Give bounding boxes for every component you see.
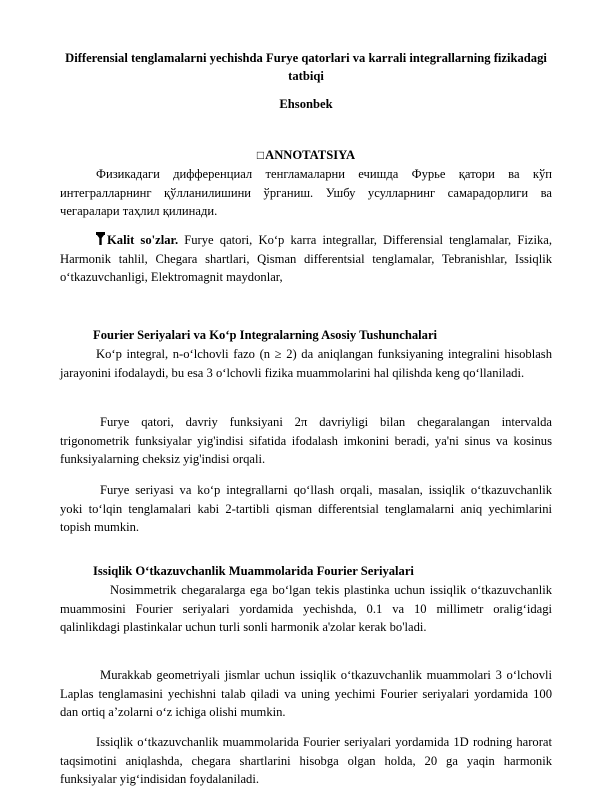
section1-paragraph-3: Furye seriyasi va ko‘p integrallarni qo‘llash orqali, masalan, issiqlik o‘tkazuvchanlik yoki to‘lqin tenglamalari kabi 2-tartibli qisman differentsial tenglamalarni aniq yechimlarini topish mumkin. <box>60 483 552 535</box>
section-heading-2: Issiqlik O‘tkazuvchanlik Muammolarida Fourier Seriyalari <box>93 564 414 578</box>
paper-title: Differensial tenglamalarni yechishda Furye qatorlari va karrali integrallarning fizikadagi tatbiqi <box>65 51 547 83</box>
abstract-text: Физикадаги дифференциал тенгламаларни ечишда Фурье қатори ва кўп интегралларнинг қўлланилишини ўрганиш. Ушбу усулларнинг самарадорлиги ва чегаралари таҳлил қилинади. <box>60 167 552 219</box>
section1-paragraph-1: Ko‘p integral, n-o‘lchovli fazo (n ≥ 2) da aniqlangan funksiyaning integralini hisoblash jarayonini ifodalaydi, bu esa 3 o‘lchovli fizika muammolarini hal qilishda keng qo‘llaniladi. <box>60 347 552 380</box>
abstract-heading-text: ANNOTATSIYA <box>265 148 356 162</box>
section1-paragraph-2: Furye qatori, davriy funksiyani 2π davriyligi bilan chegaralangan intervalda trigonometrik funksiyalar yig'indisi sifatida ifodalash imkonini beradi, ya'ni sinus va kosinus funksiyalarning cheksiz yig'indisi orqali. <box>60 415 552 467</box>
section2-paragraph-3: Issiqlik o‘tkazuvchanlik muammolarida Fourier seriyalari yordamida 1D rodning harorat taqsimotini aniqlashda, chegara shartlarini hisobga olgan holda, 20 ga yaqin harmonik funksiyalar yig‘indisidan foydalaniladi. <box>60 735 552 787</box>
section-heading-1: Fourier Seriyalari va Ko‘p Integralarning Asosiy Tushunchalari <box>93 328 438 342</box>
section2-paragraph-2: Murakkab geometriyali jismlar uchun issiqlik o‘tkazuvchanlik muammolari 3 o‘lchovli Laplas tenglamasini yechishni talab qiladi va uning yechimi Fourier seriyalari yordamida 100 dan ortiq a’zolarni o‘z ichiga olishi mumkin. <box>60 668 552 720</box>
keywords-label: Kalit so'zlar. <box>107 233 179 247</box>
missing-glyph-icon: □ <box>256 148 265 162</box>
abstract-heading <box>60 146 552 164</box>
keywords-list: Furye qatori, Ko‘p karra integrallar, Differensial tenglamalar, Fizika, Harmonik tahlil, Chegara shartlari, Qisman differentsial tenglamalar, Tebranishlar, Issiqlik o‘tkazuvchanligi, Elektromagnit maydonlar, <box>60 233 552 285</box>
author-name: Ehsonbek <box>279 97 333 111</box>
keywords-paragraph <box>60 231 552 287</box>
section2-paragraph-1: Nosimmetrik chegaralarga ega bo‘lgan tekis plastinka uchun issiqlik o‘tkazuvchanlik muammosini Fourier seriyalari yordamida yechishda, 0.1 va 10 millimetr oralig‘idagi qalinlikdagi plastinkalar uchun turli sonli harmonik a'zolar kerak bo'ladi. <box>60 583 552 635</box>
keyword-pin-icon <box>96 232 105 245</box>
